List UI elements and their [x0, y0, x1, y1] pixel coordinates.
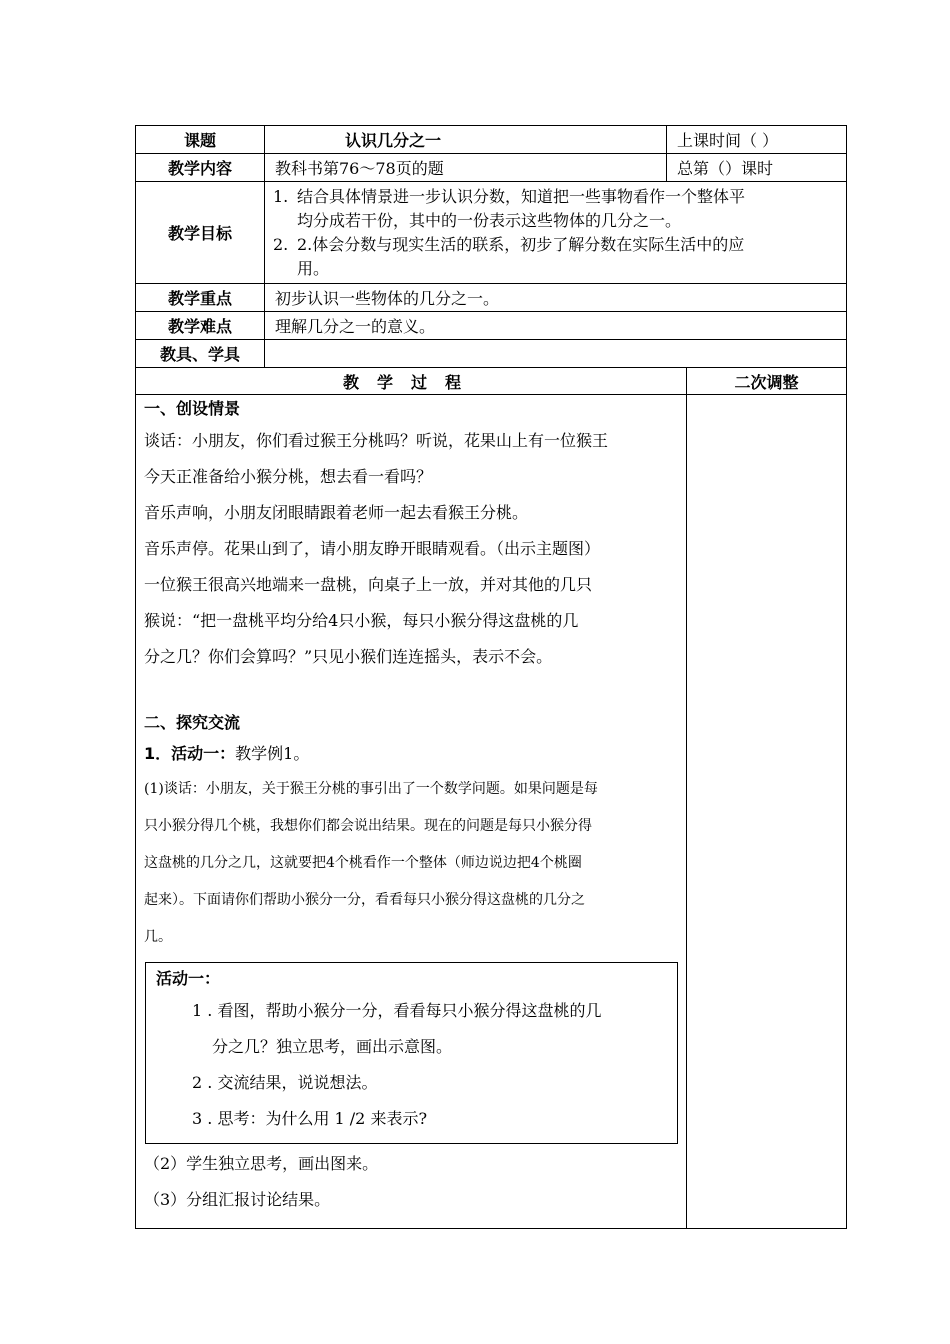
spacer: [144, 675, 678, 709]
step3: （3）分组汇报讨论结果。: [144, 1190, 331, 1209]
row-goals: [136, 182, 847, 284]
tools-label: 教具、学具: [136, 340, 265, 368]
goals-list: [265, 185, 846, 281]
difficulty-label: 教学难点: [136, 312, 265, 340]
total-period: 总第（）课时: [667, 154, 847, 182]
row-difficulty: [136, 312, 847, 340]
goal-text-line: 2.体会分数与现实生活的联系，初步了解分数在实际生活中的应: [297, 234, 745, 254]
row-content: [136, 154, 847, 182]
content-label: 教学内容: [136, 154, 265, 182]
section1-line: 音乐声响，小朋友闭眼睛跟着老师一起去看猴王分桃。: [144, 503, 529, 522]
adjust-cell: [687, 395, 847, 1229]
step2: （2）学生独立思考，画出图来。: [144, 1154, 379, 1173]
section1-line: 一位猴王很高兴地端来一盘桃，向桌子上一放，并对其他的几只: [144, 575, 593, 594]
step1-line: 只小猴分得几个桃，我想你们都会说出结果。现在的问题是每只小猴分得: [144, 818, 592, 834]
step1-line: (1)谈话：小朋友，关于猴王分桃的事引出了一个数学问题。如果问题是每: [144, 781, 598, 797]
section1-line: 今天正准备给小猴分桃，想去看一看吗？: [144, 467, 433, 486]
goals-cell: [265, 182, 847, 284]
tools-value: [265, 340, 847, 368]
difficulty-value: 理解几分之一的意义。: [265, 312, 847, 340]
activity-box-title: 活动一：: [156, 969, 221, 988]
key-label: 教学重点: [136, 284, 265, 312]
goal-text-line: 结合具体情景进一步认识分数，知道把一些事物看作一个整体平: [297, 186, 746, 206]
row-process-body: [136, 395, 847, 1229]
process-title: 教学过程: [136, 368, 687, 395]
activity-box: [145, 962, 678, 1144]
goal-number: 2.: [273, 234, 289, 254]
goal-text-line: 均分成若干份，其中的一份表示这些物体的几分之一。: [297, 210, 682, 230]
section2-title: 二、探究交流: [144, 713, 241, 732]
goal-text-line: 用。: [297, 258, 330, 278]
activity1-heading: [144, 737, 678, 771]
topic-value: 认识几分之一: [265, 126, 667, 154]
activity-box-item: 分之几？独立思考，画出示意图。: [212, 1037, 453, 1056]
section1-title: 一、创设情景: [144, 399, 241, 418]
step1-line: 几。: [144, 929, 172, 945]
activity-box-item: 1 . 看图，帮助小猴分一分，看看每只小猴分得这盘桃的几: [192, 1001, 602, 1020]
step1-line: 起来）。下面请你们帮助小猴分一分，看看每只小猴分得这盘桃的几分之: [144, 892, 585, 908]
row-key-point: [136, 284, 847, 312]
process-cell: [136, 395, 687, 1229]
goal-number: 1.: [273, 186, 289, 206]
goal-item: [265, 233, 846, 281]
lesson-plan-sheet: [135, 125, 846, 1229]
section1-line: 分之几？你们会算吗？”只见小猴们连连摇头，表示不会。: [144, 647, 553, 666]
activity1-title-rest: 教学例1。: [235, 744, 310, 763]
row-tools: [136, 340, 847, 368]
key-value: 初步认识一些物体的几分之一。: [265, 284, 847, 312]
class-time: 上课时间（ ）: [667, 126, 847, 154]
row-process-header: [136, 368, 847, 395]
adjust-title: 二次调整: [687, 368, 847, 395]
goal-item: [265, 185, 846, 233]
content-value: 教科书第76～78页的题: [265, 154, 667, 182]
section1-line: 音乐声停。花果山到了，请小朋友睁开眼睛观看。（出示主题图）: [144, 539, 601, 558]
row-topic: [136, 126, 847, 154]
activity1-title-bold: 1．活动一：: [144, 744, 236, 763]
lesson-plan-table: [135, 125, 847, 1229]
activity-box-item: 3 . 思考：为什么用 1 /2 来表示?: [192, 1109, 428, 1128]
activity-box-item: 2 . 交流结果，说说想法。: [192, 1073, 378, 1092]
section1-line: 猴说：“把一盘桃平均分给4只小猴，每只小猴分得这盘桃的几: [144, 611, 579, 630]
goals-label: 教学目标: [136, 182, 265, 284]
topic-label: 课题: [136, 126, 265, 154]
step1-line: 这盘桃的几分之几，这就要把4个桃看作一个整体（师边说边把4个桃圈: [144, 855, 582, 871]
section1-line: 谈话：小朋友，你们看过猴王分桃吗？听说，花果山上有一位猴王: [144, 431, 609, 450]
